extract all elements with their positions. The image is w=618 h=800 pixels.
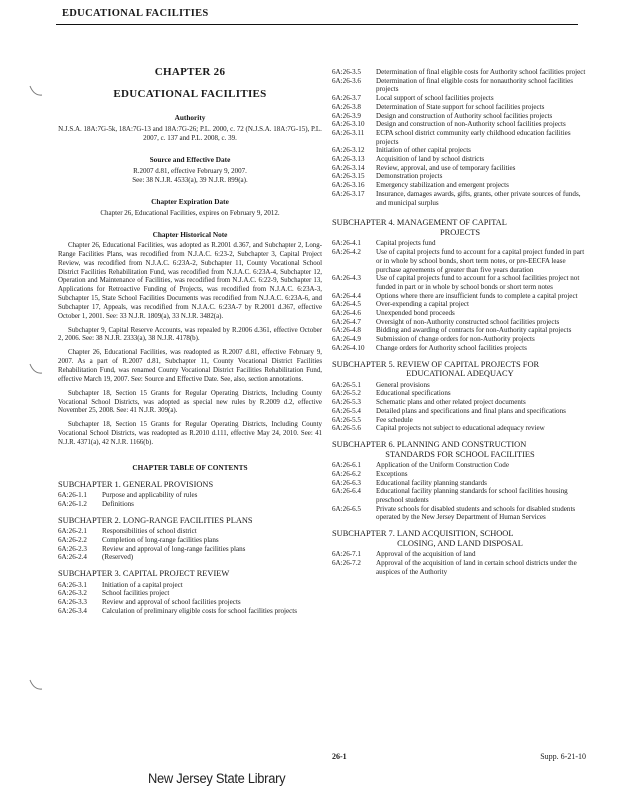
toc-entry[interactable] [332, 300, 588, 309]
right-column [332, 68, 588, 576]
section-number: 6A:26-3.5 [332, 68, 361, 76]
expiration-text: Chapter 26, Educational Facilities, expires on February 9, 2012. [100, 209, 280, 217]
section-number: 6A:26-3.11 [332, 128, 365, 137]
section-number: 6A:26-6.5 [332, 504, 361, 513]
toc-entry[interactable] [332, 479, 588, 488]
section-number: 6A:26-4.1 [332, 239, 361, 248]
section-number: 6A:26-1.1 [58, 491, 87, 500]
section-number: 6A:26-4.9 [332, 335, 361, 344]
historical-note-heading: Chapter Historical Note [152, 230, 228, 239]
section-number: 6A:26-6.4 [332, 487, 361, 496]
toc-entry[interactable] [332, 172, 588, 181]
section-title: Use of capital projects fund to account for a school facilities project not funded in part or in whole by school bonds or short term notes [376, 274, 580, 291]
toc-entry[interactable] [332, 181, 588, 190]
toc-entry[interactable] [332, 155, 588, 164]
authority-text: N.J.S.A. 18A:7G-5k, 18A:7G-13 and 18A:7G-26; P.L. 2000, c. 72 (N.J.S.A. 18A:7G-15), P.L. 2007, c. 137 and P.L. 2008, c. 39. [58, 125, 322, 142]
section-title: Initiation of a capital project [102, 580, 183, 589]
toc-entry[interactable] [332, 398, 588, 407]
toc-heading: CHAPTER TABLE OF CONTENTS [132, 462, 248, 472]
toc-entry[interactable] [58, 545, 322, 554]
section-number: 6A:26-6.3 [332, 478, 361, 487]
section-title: Unexpended bond proceeds [376, 309, 455, 318]
section-number: 6A:26-4.4 [332, 291, 361, 300]
section-title: Review, approval, and use of temporary facilities [376, 163, 516, 172]
running-head: EDUCATIONAL FACILITIES [62, 8, 209, 19]
section-title: Options where there are insufficient funds to complete a capital project [376, 291, 578, 300]
toc-entry[interactable] [332, 559, 588, 576]
toc-entry[interactable] [332, 129, 588, 146]
section-number: 6A:26-3.14 [332, 163, 365, 172]
toc-entry[interactable] [332, 318, 588, 327]
chapter-number: CHAPTER 26 [154, 66, 226, 78]
section-title: Fee schedule [376, 415, 413, 424]
section-title: School facilities project [102, 589, 170, 598]
left-column [58, 66, 322, 616]
section-number: 6A:26-3.3 [58, 598, 87, 607]
toc-entry[interactable] [58, 491, 322, 500]
punch-hole-mark [28, 678, 44, 692]
toc-entry[interactable] [58, 536, 322, 545]
section-number: 6A:26-5.4 [332, 406, 361, 415]
source-line-2: See: 38 N.J.R. 4533(a), 39 N.J.R. 899(a). [132, 176, 248, 184]
authority-heading: Authority [174, 113, 206, 122]
section-title: Private schools for disabled students and schools for disabled students operated by the New Jersey Department of Human Services [376, 504, 576, 522]
section-title: Calculation of preliminary eligible costs for school facilities projects [102, 606, 298, 615]
toc-entry[interactable] [332, 112, 588, 121]
section-title: Review and approval of long-range facilities plans [102, 544, 246, 553]
section-title: Completion of long-range facilities plans [102, 536, 219, 545]
section-title: Exceptions [376, 469, 408, 478]
toc-entry[interactable] [332, 487, 588, 504]
toc-entry[interactable] [332, 146, 588, 155]
section-number: 6A:26-1.2 [58, 500, 87, 509]
section-title: (Reserved) [102, 553, 134, 562]
toc-entry[interactable] [58, 589, 322, 598]
section-title: Purpose and applicability of rules [102, 491, 198, 500]
section-title: Approval of the acquisition of land in certain school districts under the auspices of the Authority [376, 558, 577, 576]
toc-entry[interactable] [332, 505, 588, 522]
section-title: ECPA school district community early childhood education facilities projects [376, 128, 571, 146]
toc-entry[interactable] [332, 344, 588, 353]
historical-note-paragraph: Subchapter 18, Section 15 Grants for Regular Operating Districts, Including County Vocational School Districts, was readopted as R.2010 d.111, effective May 24, 2010. See: 41 N.J.R. 4371(a), 42 N.J.R. 1166(b). [58, 421, 322, 446]
section-number: 6A:26-7.2 [332, 558, 361, 567]
subchapter-heading: SUBCHAPTER 5. REVIEW OF CAPITAL PROJECTS FOR EDUCATIONAL ADEQUACY [332, 359, 540, 379]
toc-entry[interactable] [332, 407, 588, 416]
toc-entry[interactable] [58, 607, 322, 616]
section-number: 6A:26-2.1 [58, 527, 87, 536]
toc-entry[interactable] [58, 500, 322, 509]
section-title: Educational facility planning standards [376, 478, 487, 487]
section-title: Local support of school facilities projects [376, 94, 494, 103]
section-title: Oversight of non-Authority constructed school facilities projects [376, 317, 560, 326]
section-title: Approval of the acquisition of land [376, 550, 476, 559]
source-line-1: R.2007 d.81, effective February 9, 2007. [133, 167, 247, 175]
source-heading: Source and Effective Date [149, 155, 231, 164]
section-title: Educational specifications [376, 389, 451, 398]
toc-entry[interactable] [332, 335, 588, 344]
toc-entry[interactable] [332, 164, 588, 173]
section-number: 6A:26-5.3 [332, 398, 361, 407]
section-title: Determination of final eligible costs for Authority school facilities project [376, 68, 586, 76]
section-title: Over-expending a capital project [376, 300, 470, 309]
toc-entry[interactable] [332, 68, 588, 77]
section-title: Educational facility planning standards for school facilities housing preschool students [376, 487, 568, 504]
subchapter-block [332, 529, 588, 576]
subchapter-heading: SUBCHAPTER 3. CAPITAL PROJECT REVIEW [58, 569, 230, 579]
toc-entry[interactable] [332, 424, 588, 433]
section-number: 6A:26-3.15 [332, 172, 365, 181]
section-number: 6A:26-6.2 [332, 469, 361, 478]
section-number: 6A:26-3.9 [332, 111, 361, 120]
toc-entry[interactable] [58, 581, 322, 590]
section-number: 6A:26-7.1 [332, 550, 361, 559]
section-title: Application of the Uniform Construction Code [376, 461, 509, 470]
subchapter-block [58, 569, 322, 615]
historical-note-paragraph: Chapter 26, Educational Facilities, was readopted as R.2007 d.81, effective February 9, 2007. As a part of R.2007 d.81, Subchapter 11, County Vocational District Facilities Rehabilitation Fund, was renamed County Vocational District Facilities Rehabilitation Fund, effective March 19, 2007. See: Source and Effective Date. See, also, section annotations. [58, 349, 322, 383]
section-number: 6A:26-3.1 [58, 580, 87, 589]
toc-entry[interactable] [332, 461, 588, 470]
section-title: Capital projects fund [376, 239, 436, 248]
toc-entry[interactable] [332, 550, 588, 559]
header-rule [56, 24, 578, 25]
section-number: 6A:26-5.6 [332, 424, 361, 433]
section-number: 6A:26-5.2 [332, 389, 361, 398]
section-title: Determination of final eligible costs for nonauthority school facilities projects [376, 76, 573, 94]
section-number: 6A:26-3.10 [332, 120, 365, 129]
toc-entry[interactable] [332, 239, 588, 248]
toc-entry[interactable] [332, 416, 588, 425]
section-title: Change orders for Authority school facilities projects [376, 343, 527, 352]
section-title: Insurance, damages awards, gifts, grants, other private sources of funds, and municipal surplus [376, 189, 581, 207]
section-number: 6A:26-3.7 [332, 94, 361, 103]
section-number: 6A:26-2.4 [58, 553, 87, 562]
section-number: 6A:26-4.3 [332, 274, 361, 283]
section-number: 6A:26-2.3 [58, 544, 87, 553]
toc-entry[interactable] [332, 120, 588, 129]
section-title: Acquisition of land by school districts [376, 155, 485, 164]
section-number: 6A:26-3.16 [332, 181, 365, 190]
toc-entry[interactable] [332, 94, 588, 103]
punch-hole-mark [28, 362, 44, 376]
toc-entry[interactable] [332, 190, 588, 207]
section-number: 6A:26-5.5 [332, 415, 361, 424]
subchapter-block [332, 360, 588, 433]
section-number: 6A:26-3.12 [332, 146, 365, 155]
historical-note-paragraph: Chapter 26, Educational Facilities, was adopted as R.2001 d.367, and Subchapter 2, Long-Range Facilities Plans, was recodified from N.J.A.C. 6:23-2, Subchapter 3, Capital Project Review, was recodified from N.J.A.C. 6:23A-2, Subchapter 11, County Vocational School District Facilities Rehabilitation Fund, was recodified from N.J.A.C. 6:23A-4, Subchapter 12, Operation and Maintenance of Facilities, was recodified from N.J.A.C. 6:22-9, Subchapter 13, Applications for Retroactive Funding of Projects, was recodified from N.J.A.C. 6:23A-3, Subchapter 15, State School Facilities Documents was recodified from N.J.A.C. 6:23A-6, and Subchapter 17, Appeals, was recodified from N.J.A.C. 6:23A-7 by R.2001 d.367, effective October 1, 2001. See: 33 N.J.R. 1809(a), 33 N.J.R. 3482(a). [58, 242, 322, 320]
toc-entry[interactable] [332, 292, 588, 301]
section-title: Review and approval of school facilities projects [102, 598, 241, 607]
section-number: 6A:26-3.6 [332, 76, 361, 85]
section-number: 6A:26-4.7 [332, 317, 361, 326]
toc-entry[interactable] [332, 103, 588, 112]
section-title: Definitions [102, 500, 134, 509]
section-title: Demonstration projects [376, 172, 443, 181]
section-number: 6A:26-4.8 [332, 326, 361, 335]
toc-entry[interactable] [332, 389, 588, 398]
subchapter-block [58, 516, 322, 562]
historical-note-paragraph: Subchapter 18, Section 15 Grants for Regular Operating Districts, Including County Vocational School Districts, was adopted as special new rules by R.2009 d.2, effective November 25, 2008. See: 41 N.J.R. 309(a). [58, 389, 322, 415]
section-number: 6A:26-3.4 [58, 606, 87, 615]
library-stamp: New Jersey State Library [148, 770, 286, 786]
section-number: 6A:26-4.10 [332, 343, 365, 352]
toc-entry[interactable] [332, 274, 588, 291]
section-number: 6A:26-4.2 [332, 248, 361, 257]
section-number: 6A:26-3.13 [332, 155, 365, 164]
toc-entry[interactable] [332, 381, 588, 390]
section-title: Design and construction of Authority school facilities projects [376, 111, 553, 120]
subchapter-heading: SUBCHAPTER 1. GENERAL PROVISIONS [58, 479, 214, 489]
section-title: Initiation of other capital projects [376, 146, 471, 155]
section-title: General provisions [376, 380, 430, 389]
subchapter-heading: SUBCHAPTER 4. MANAGEMENT OF CAPITAL PROJECTS [332, 218, 507, 237]
section-title: Determination of State support for school facilities projects [376, 102, 545, 111]
section-title: Capital projects not subject to educational adequacy review [376, 424, 545, 433]
toc-entry[interactable] [332, 309, 588, 318]
toc-entry[interactable] [58, 553, 322, 562]
section-title: Use of capital projects fund to account for a capital project funded in part or in whole by school bonds, short term notes, or pre-EECFA lease purchase agreements of greater than five years duration [376, 248, 585, 274]
punch-hole-mark [28, 84, 44, 98]
section-number: 6A:26-6.1 [332, 461, 361, 470]
section-title: Design and construction of non-Authority school facilities projects [376, 120, 566, 129]
subchapter-block [332, 218, 588, 352]
toc-entry[interactable] [332, 470, 588, 479]
section-number: 6A:26-3.17 [332, 189, 365, 198]
section-number: 6A:26-5.1 [332, 380, 361, 389]
section-title: Submission of change orders for non-Authority projects [376, 335, 535, 344]
section-title: Responsibilities of school district [102, 527, 197, 536]
section-title: Bidding and awarding of contracts for non-Authority capital projects [376, 326, 572, 335]
supplement-date: Supp. 6-21-10 [540, 752, 586, 761]
subchapter-heading: SUBCHAPTER 2. LONG-RANGE FACILITIES PLANS [58, 515, 253, 525]
toc-entry[interactable] [332, 77, 588, 94]
toc-entry[interactable] [58, 527, 322, 536]
subchapter-heading: SUBCHAPTER 7. LAND ACQUISITION, SCHOOL CLOSING, AND LAND DISPOSAL [332, 529, 523, 548]
subchapter-3-continued [332, 68, 588, 207]
subchapter-block [332, 440, 588, 522]
section-number: 6A:26-4.5 [332, 300, 361, 309]
subchapter-heading: SUBCHAPTER 6. PLANNING AND CONSTRUCTION STANDARDS FOR SCHOOL FACILITIES [332, 439, 535, 459]
toc-entry[interactable] [58, 598, 322, 607]
subchapter-block [58, 480, 322, 509]
toc-entry[interactable] [332, 248, 588, 274]
section-number: 6A:26-2.2 [58, 536, 87, 545]
section-title: Schematic plans and other related project documents [376, 398, 526, 407]
chapter-title: EDUCATIONAL FACILITIES [113, 88, 267, 100]
expiration-heading: Chapter Expiration Date [151, 197, 229, 206]
toc-entry[interactable] [332, 326, 588, 335]
historical-note-paragraph: Subchapter 9, Capital Reserve Accounts, was repealed by R.2006 d.361, effective October 2, 2006. See: 38 N.J.R. 2333(a), 38 N.J.R. 4178(b). [58, 326, 322, 343]
section-number: 6A:26-3.8 [332, 102, 361, 111]
section-number: 6A:26-3.2 [58, 589, 87, 598]
section-number: 6A:26-4.6 [332, 309, 361, 318]
section-title: Emergency stabilization and emergent projects [376, 181, 509, 190]
section-title: Detailed plans and specifications and final plans and specifications [376, 406, 566, 415]
page-number: 26-1 [332, 752, 347, 761]
